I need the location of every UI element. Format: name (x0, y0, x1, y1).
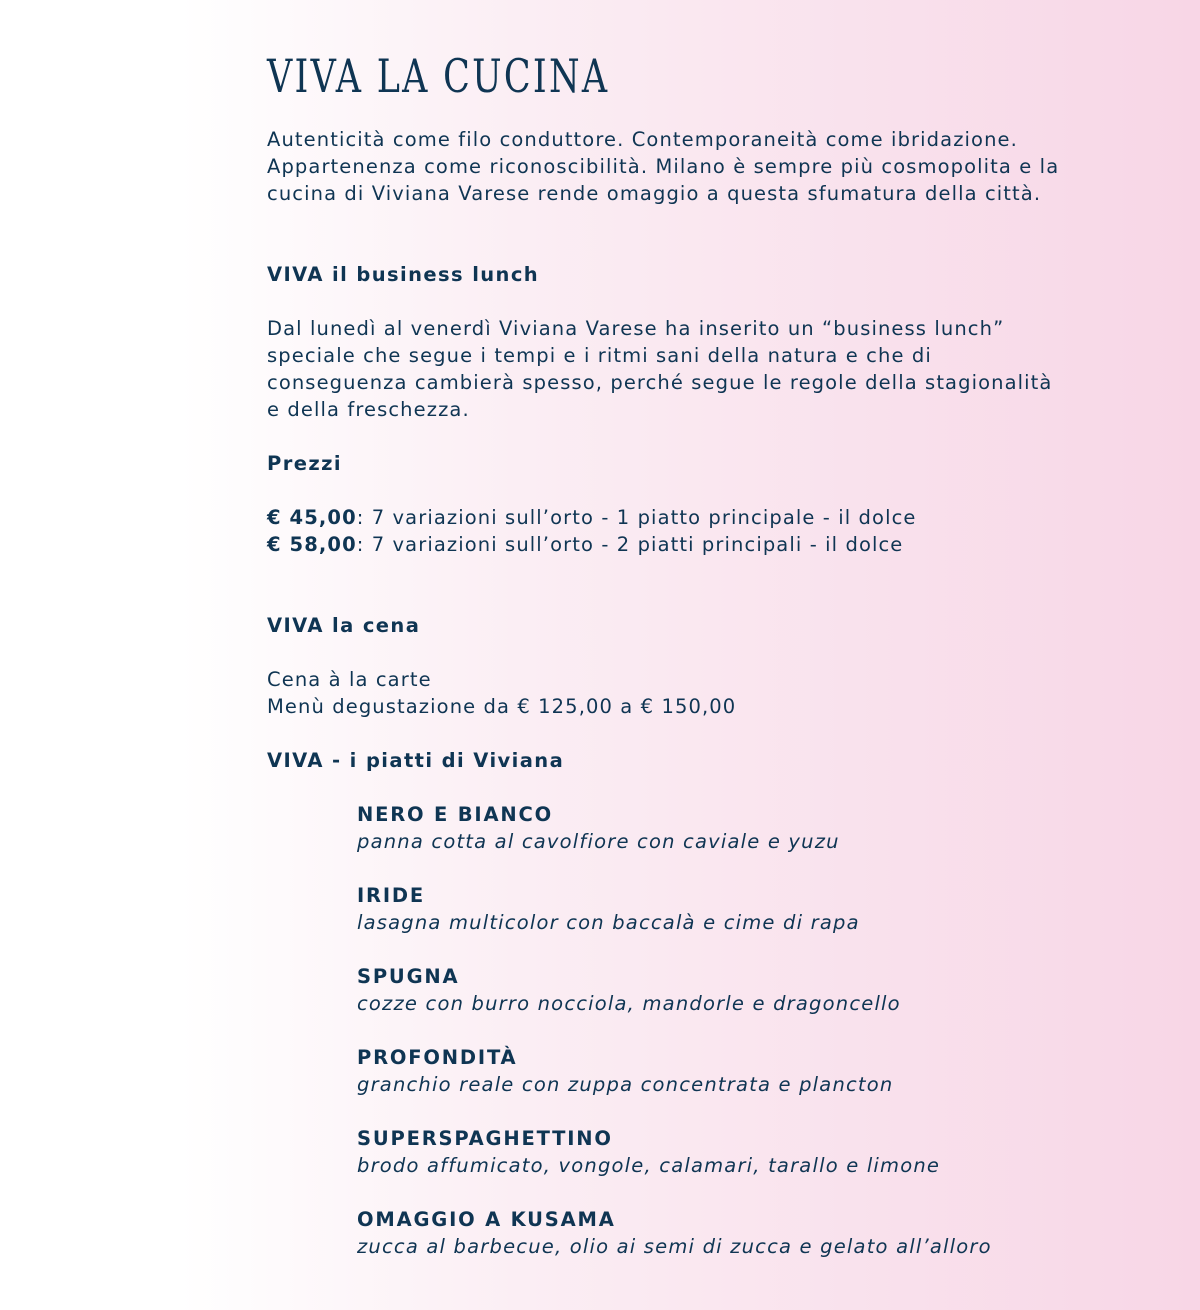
dish-description: zucca al barbecue, olio ai semi di zucca e gelato all’alloro (357, 1235, 992, 1258)
business-lunch-heading: VIVA il business lunch (267, 263, 540, 286)
dish-name: SPUGNA (357, 965, 460, 988)
dish-name: OMAGGIO A KUSAMA (357, 1208, 616, 1231)
dishes-section (267, 747, 1147, 1260)
business-lunch-section (267, 261, 1147, 423)
dish-list (357, 801, 1147, 1260)
prices-heading: Prezzi (267, 452, 342, 475)
menu-content (267, 48, 1147, 1287)
dish-item (357, 963, 1147, 1017)
business-lunch-line: conseguenza cambierà spesso, perché segue le regole della stagionalità (267, 371, 1053, 394)
prices-section (267, 450, 1147, 558)
dish-description: brodo affumicato, vongole, calamari, tarallo e limone (357, 1154, 941, 1177)
dish-name: NERO E BIANCO (357, 803, 553, 826)
price-description: : 7 variazioni sull’orto - 1 piatto principale - il dolce (356, 506, 917, 529)
dinner-line: Cena à la carte (267, 668, 432, 691)
dish-description: cozze con burro nocciola, mandorle e dragoncello (357, 992, 901, 1015)
dish-item (357, 1044, 1147, 1098)
dish-description: panna cotta al cavolfiore con caviale e yuzu (357, 830, 840, 853)
dish-item (357, 882, 1147, 936)
price-row (267, 531, 1147, 558)
dishes-heading: VIVA - i piatti di Viviana (267, 749, 565, 772)
page-title: VIVA LA CUCINA (267, 49, 610, 103)
dish-name: PROFONDITÀ (357, 1046, 518, 1069)
dish-item (357, 1206, 1147, 1260)
price-row (267, 504, 1147, 531)
intro-line: cucina di Viviana Varese rende omaggio a questa sfumatura della città. (267, 182, 1042, 205)
dinner-section (267, 612, 1147, 720)
dish-item (357, 1125, 1147, 1179)
dish-description: granchio reale con zuppa concentrata e plancton (357, 1073, 894, 1096)
business-lunch-line: e della freschezza. (267, 398, 470, 421)
dish-description: lasagna multicolor con baccalà e cime di rapa (357, 911, 860, 934)
dinner-heading: VIVA la cena (267, 614, 421, 637)
intro-paragraph (267, 126, 1147, 207)
intro-line: Appartenenza come riconoscibilità. Milano è sempre più cosmopolita e la (267, 155, 1060, 178)
intro-line: Autenticità come filo conduttore. Contemporaneità come ibridazione. (267, 128, 1018, 151)
price-amount: € 45,00 (267, 506, 357, 529)
dish-name: SUPERSPAGHETTINO (357, 1127, 613, 1150)
dinner-line: Menù degustazione da € 125,00 a € 150,00 (267, 695, 737, 718)
dish-item (357, 801, 1147, 855)
price-amount: € 58,00 (267, 533, 357, 556)
business-lunch-line: speciale che segue i tempi e i ritmi sani della natura e che di (267, 344, 932, 367)
price-description: : 7 variazioni sull’orto - 2 piatti principali - il dolce (356, 533, 904, 556)
dish-name: IRIDE (357, 884, 426, 907)
business-lunch-line: Dal lunedì al venerdì Viviana Varese ha inserito un “business lunch” (267, 317, 1005, 340)
